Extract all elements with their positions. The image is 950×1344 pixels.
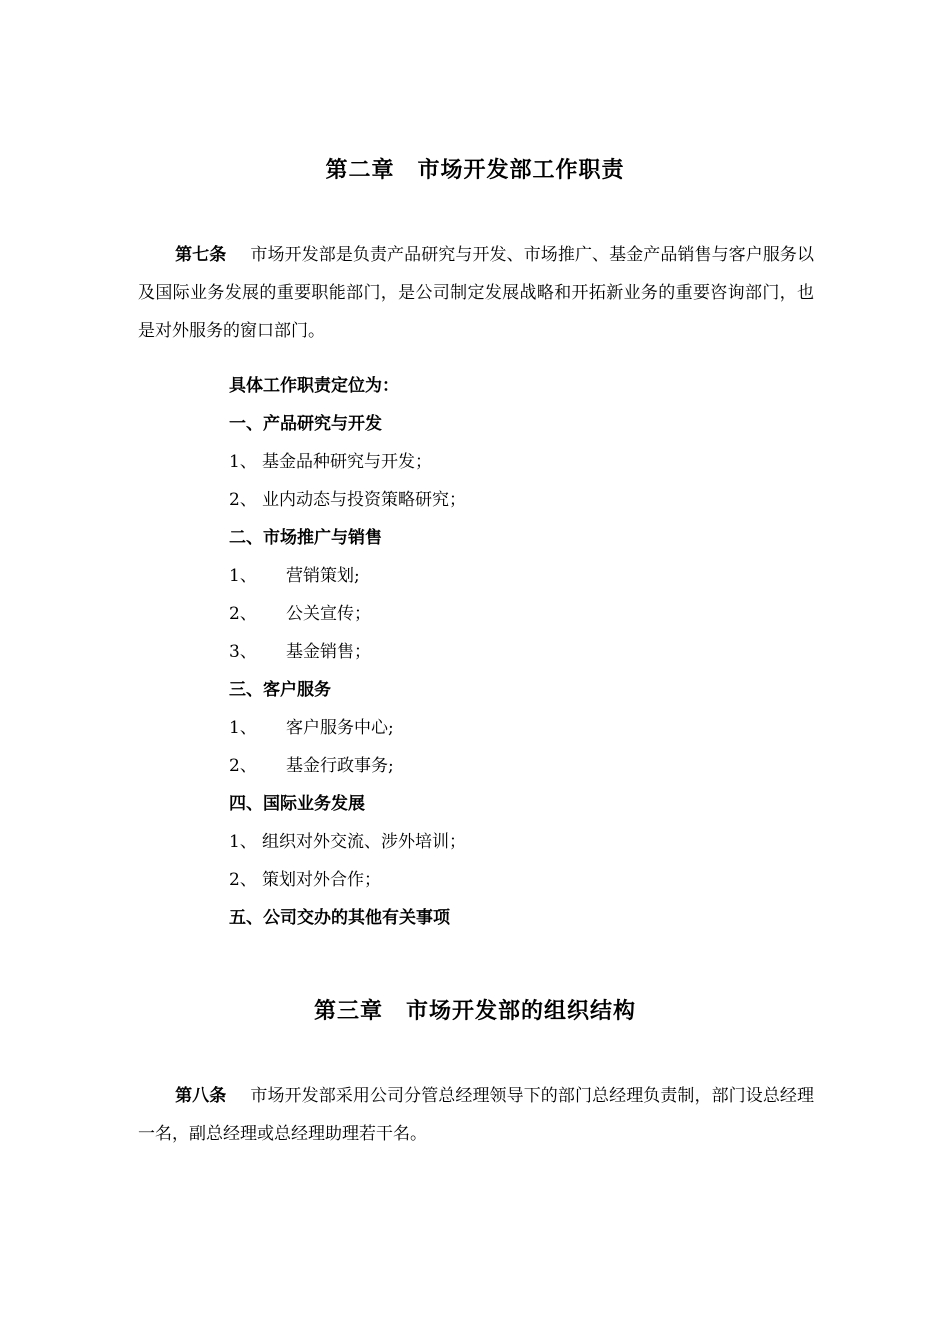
list-item: 1、 客户服务中心;: [229, 718, 394, 738]
article-7-label: 第七条: [175, 245, 227, 265]
list-item: 2、 策划对外合作；: [229, 870, 381, 890]
list-item: 2、 基金行政事务;: [229, 756, 394, 776]
section-1-heading: 一、产品研究与开发: [229, 414, 382, 434]
list-item: 1、 基金品种研究与开发；: [229, 452, 432, 472]
section-2-heading: 二、市场推广与销售: [229, 528, 382, 548]
article-8-text: 市场开发部采用公司分管总经理领导下的部门总经理负责制，部门设总经理一名，副总经理或总经理助理若干名。: [138, 1086, 815, 1144]
article-8-paragraph: [138, 1077, 814, 1153]
list-item: 2、 业内动态与投资策略研究；: [229, 490, 466, 510]
chapter-2-title: 第二章 市场开发部工作职责: [325, 158, 625, 183]
article-8-label: 第八条: [175, 1086, 227, 1106]
list-item: 1、 营销策划;: [229, 566, 360, 586]
section-4-heading: 四、国际业务发展: [229, 794, 365, 814]
article-7-paragraph: [138, 236, 814, 350]
list-item: 2、 公关宣传；: [229, 604, 371, 624]
list-item: 3、 基金销售；: [229, 642, 371, 662]
article-7-text: 市场开发部是负责产品研究与开发、市场推广、基金产品销售与客户服务以及国际业务发展的重要职能部门，是公司制定发展战略和开拓新业务的重要咨询部门，也是对外服务的窗口部门。: [138, 245, 815, 341]
section-5-heading: 五、公司交办的其他有关事项: [229, 908, 450, 928]
list-item: 1、 组织对外交流、涉外培训；: [229, 832, 466, 852]
section-3-heading: 三、客户服务: [229, 680, 331, 700]
duties-intro: 具体工作职责定位为：: [229, 376, 399, 396]
chapter-3-title: 第三章 市场开发部的组织结构: [313, 999, 636, 1024]
